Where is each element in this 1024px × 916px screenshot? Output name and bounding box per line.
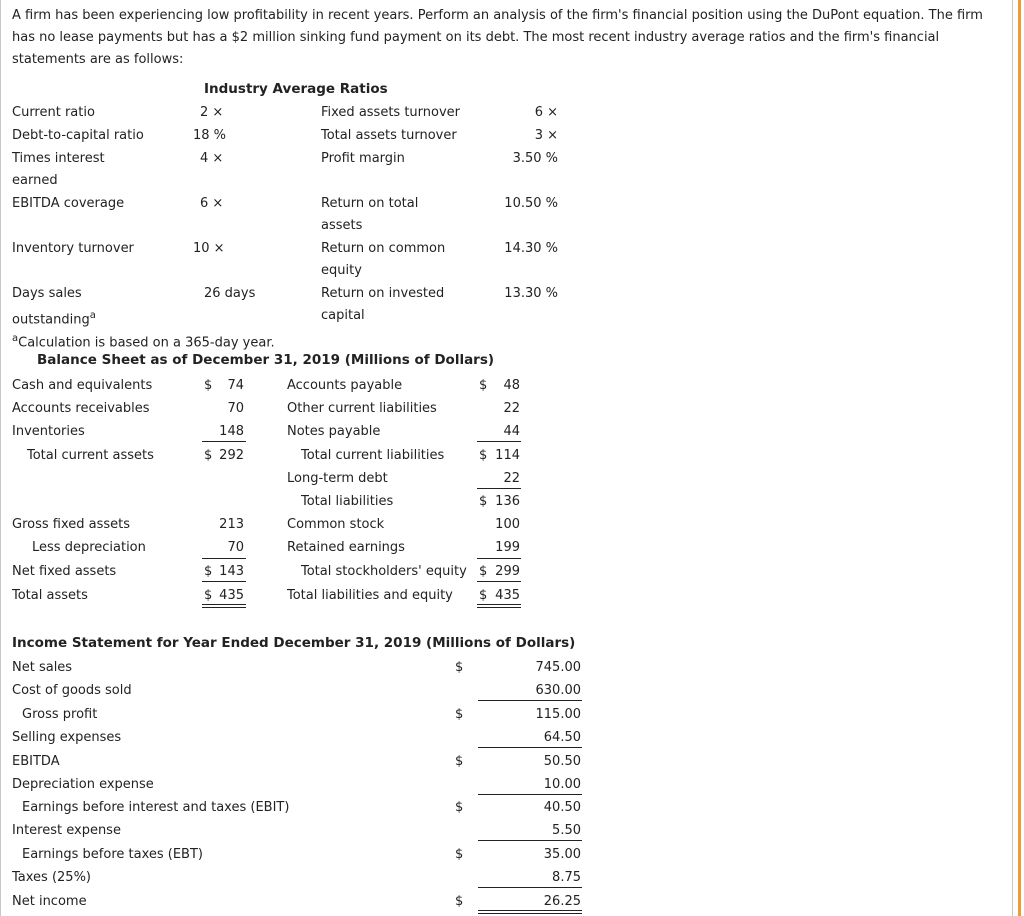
liability-value: 22	[503, 471, 520, 486]
income-label: Taxes (25%)	[12, 870, 91, 885]
ratio-label: Fixed assets turnover	[321, 105, 461, 120]
ratio-value: 3.50 %	[512, 151, 558, 166]
subtotal-rule	[477, 558, 521, 559]
income-label: Net sales	[12, 660, 73, 675]
footnote: $^a$Calculation is based on a 365-day year.	[12, 333, 275, 351]
ratio-label: Total assets turnover	[321, 128, 457, 143]
asset-value: 148	[219, 424, 244, 439]
income-value: 8.75	[552, 870, 581, 885]
liability-value: 22	[503, 401, 520, 416]
income-value: 5.50	[552, 823, 581, 838]
income-label: Depreciation expense	[12, 777, 154, 792]
liability-label: Total liabilities	[301, 494, 394, 509]
income-value: 115.00	[535, 707, 581, 722]
ratio-value: 3 ×	[534, 128, 558, 143]
asset-value: 292	[219, 448, 244, 463]
ratio-value: 6 ×	[534, 105, 558, 120]
income-label: Earnings before taxes (EBT)	[22, 847, 203, 862]
subtotal-rule	[478, 840, 582, 841]
asset-value: 70	[227, 401, 244, 416]
income-value: 40.50	[543, 800, 581, 815]
income-dollar: $	[455, 894, 464, 909]
asset-value: 74	[227, 378, 244, 393]
ratio-value: 13.30 %	[504, 286, 558, 301]
asset-label: Net fixed assets	[12, 564, 117, 579]
income-value: 630.00	[535, 683, 581, 698]
ratio-value: 14.30 %	[504, 241, 558, 256]
ratio-label-cont: earned	[12, 173, 58, 188]
ratio-value: 6 ×	[200, 196, 224, 211]
liability-label: Accounts payable	[287, 378, 403, 393]
liability-value: 199	[495, 540, 520, 555]
income-value: 10.00	[543, 777, 581, 792]
income-value: 50.50	[543, 754, 581, 769]
income-dollar: $	[455, 800, 464, 815]
asset-dollar: $	[204, 448, 213, 463]
total-double-rule	[202, 604, 246, 608]
asset-label: Total current assets	[27, 448, 154, 463]
subtotal-rule	[478, 700, 582, 701]
subtotal-rule	[478, 747, 582, 748]
subtotal-rule	[202, 441, 246, 442]
liability-dollar: $	[479, 588, 488, 603]
asset-label: Cash and equivalents	[12, 378, 153, 393]
liability-value: 114	[495, 448, 520, 463]
asset-value: 70	[227, 540, 244, 555]
subtotal-rule	[478, 794, 582, 795]
ratio-label: EBITDA coverage	[12, 196, 125, 211]
liability-value: 44	[503, 424, 520, 439]
subtotal-rule	[477, 441, 521, 442]
subtotal-rule	[477, 581, 521, 582]
subtotal-rule	[477, 488, 521, 489]
asset-label: Total assets	[12, 588, 88, 603]
liability-value: 48	[503, 378, 520, 393]
problem-intro: A firm has been experiencing low profitability in recent years. Perform an analysis of the firm's financial position using the DuPont equation. The firm has no lease payments but has a $2 million sinking fund payment on its debt. The most recent industry average ratios and the firm's financial statements are as follows:	[12, 8, 983, 67]
ratio-value: 10.50 %	[504, 196, 558, 211]
ratio-label-cont: equity	[321, 263, 362, 278]
liability-label: Total current liabilities	[301, 448, 445, 463]
income-label: Interest expense	[12, 823, 121, 838]
balance-sheet-title: Balance Sheet as of December 31, 2019 (Millions of Dollars)	[37, 352, 495, 368]
ratio-label-cont: assets	[321, 218, 363, 233]
liability-value: 435	[495, 588, 520, 603]
ratio-value: 4 ×	[200, 151, 224, 166]
asset-value: 213	[219, 517, 244, 532]
income-dollar: $	[455, 847, 464, 862]
ratio-label: Return on common	[321, 241, 446, 256]
income-label: Selling expenses	[12, 730, 122, 745]
asset-label: Accounts receivables	[12, 401, 150, 416]
asset-value: 435	[219, 588, 244, 603]
income-dollar: $	[455, 707, 464, 722]
ratio-value: 10 ×	[193, 241, 225, 256]
ratios-title: Industry Average Ratios	[204, 81, 388, 97]
asset-dollar: $	[204, 378, 213, 393]
income-value: 64.50	[543, 730, 581, 745]
total-double-rule	[478, 910, 582, 914]
ratio-label: Days sales	[12, 286, 82, 301]
liability-value: 299	[495, 564, 520, 579]
ratio-label-cont: capital	[321, 308, 365, 323]
ratio-label: Current ratio	[12, 105, 95, 120]
scroll-edge	[1018, 0, 1021, 916]
income-label: Gross profit	[22, 707, 98, 722]
liability-label: Long-term debt	[287, 471, 388, 486]
asset-dollar: $	[204, 588, 213, 603]
liability-label: Notes payable	[287, 424, 381, 439]
liability-value: 100	[495, 517, 520, 532]
ratio-value: 18 %	[193, 128, 227, 143]
income-dollar: $	[455, 660, 464, 675]
income-value: 745.00	[535, 660, 581, 675]
subtotal-rule	[202, 558, 246, 559]
asset-value: 143	[219, 564, 244, 579]
income-label: Net income	[12, 894, 87, 909]
ratio-label: Return on total	[321, 196, 419, 211]
liability-dollar: $	[479, 494, 488, 509]
ratio-label: Times interest	[12, 151, 105, 166]
subtotal-rule	[478, 887, 582, 888]
liability-label: Total stockholders' equity	[301, 564, 467, 579]
liability-label: Total liabilities and equity	[287, 588, 453, 603]
liability-label: Other current liabilities	[287, 401, 437, 416]
ratio-label: Inventory turnover	[12, 241, 134, 256]
income-label: EBITDA	[12, 754, 60, 769]
liability-label: Retained earnings	[287, 540, 405, 555]
ratio-value: 26 days	[204, 286, 256, 301]
income-value: 35.00	[543, 847, 581, 862]
asset-label: Inventories	[12, 424, 85, 439]
income-label: Cost of goods sold	[12, 683, 132, 698]
subtotal-rule	[202, 581, 246, 582]
liability-dollar: $	[479, 448, 488, 463]
income-label: Earnings before interest and taxes (EBIT)	[22, 800, 290, 815]
liability-dollar: $	[479, 378, 488, 393]
liability-value: 136	[495, 494, 520, 509]
income-statement-title: Income Statement for Year Ended December 31, 2019 (Millions of Dollars)	[12, 635, 576, 651]
ratio-label: Debt-to-capital ratio	[12, 128, 144, 143]
asset-label: Less depreciation	[32, 540, 146, 555]
ratio-value: 2 ×	[200, 105, 224, 120]
liability-dollar: $	[479, 564, 488, 579]
ratio-label: Return on invested	[321, 286, 445, 301]
income-dollar: $	[455, 754, 464, 769]
liability-label: Common stock	[287, 517, 385, 532]
total-double-rule	[477, 604, 521, 608]
ratio-label-cont: outstanding$^a$	[12, 310, 96, 328]
income-value: 26.25	[543, 894, 581, 909]
asset-dollar: $	[204, 564, 213, 579]
asset-label: Gross fixed assets	[12, 517, 131, 532]
ratio-label: Profit margin	[321, 151, 405, 166]
